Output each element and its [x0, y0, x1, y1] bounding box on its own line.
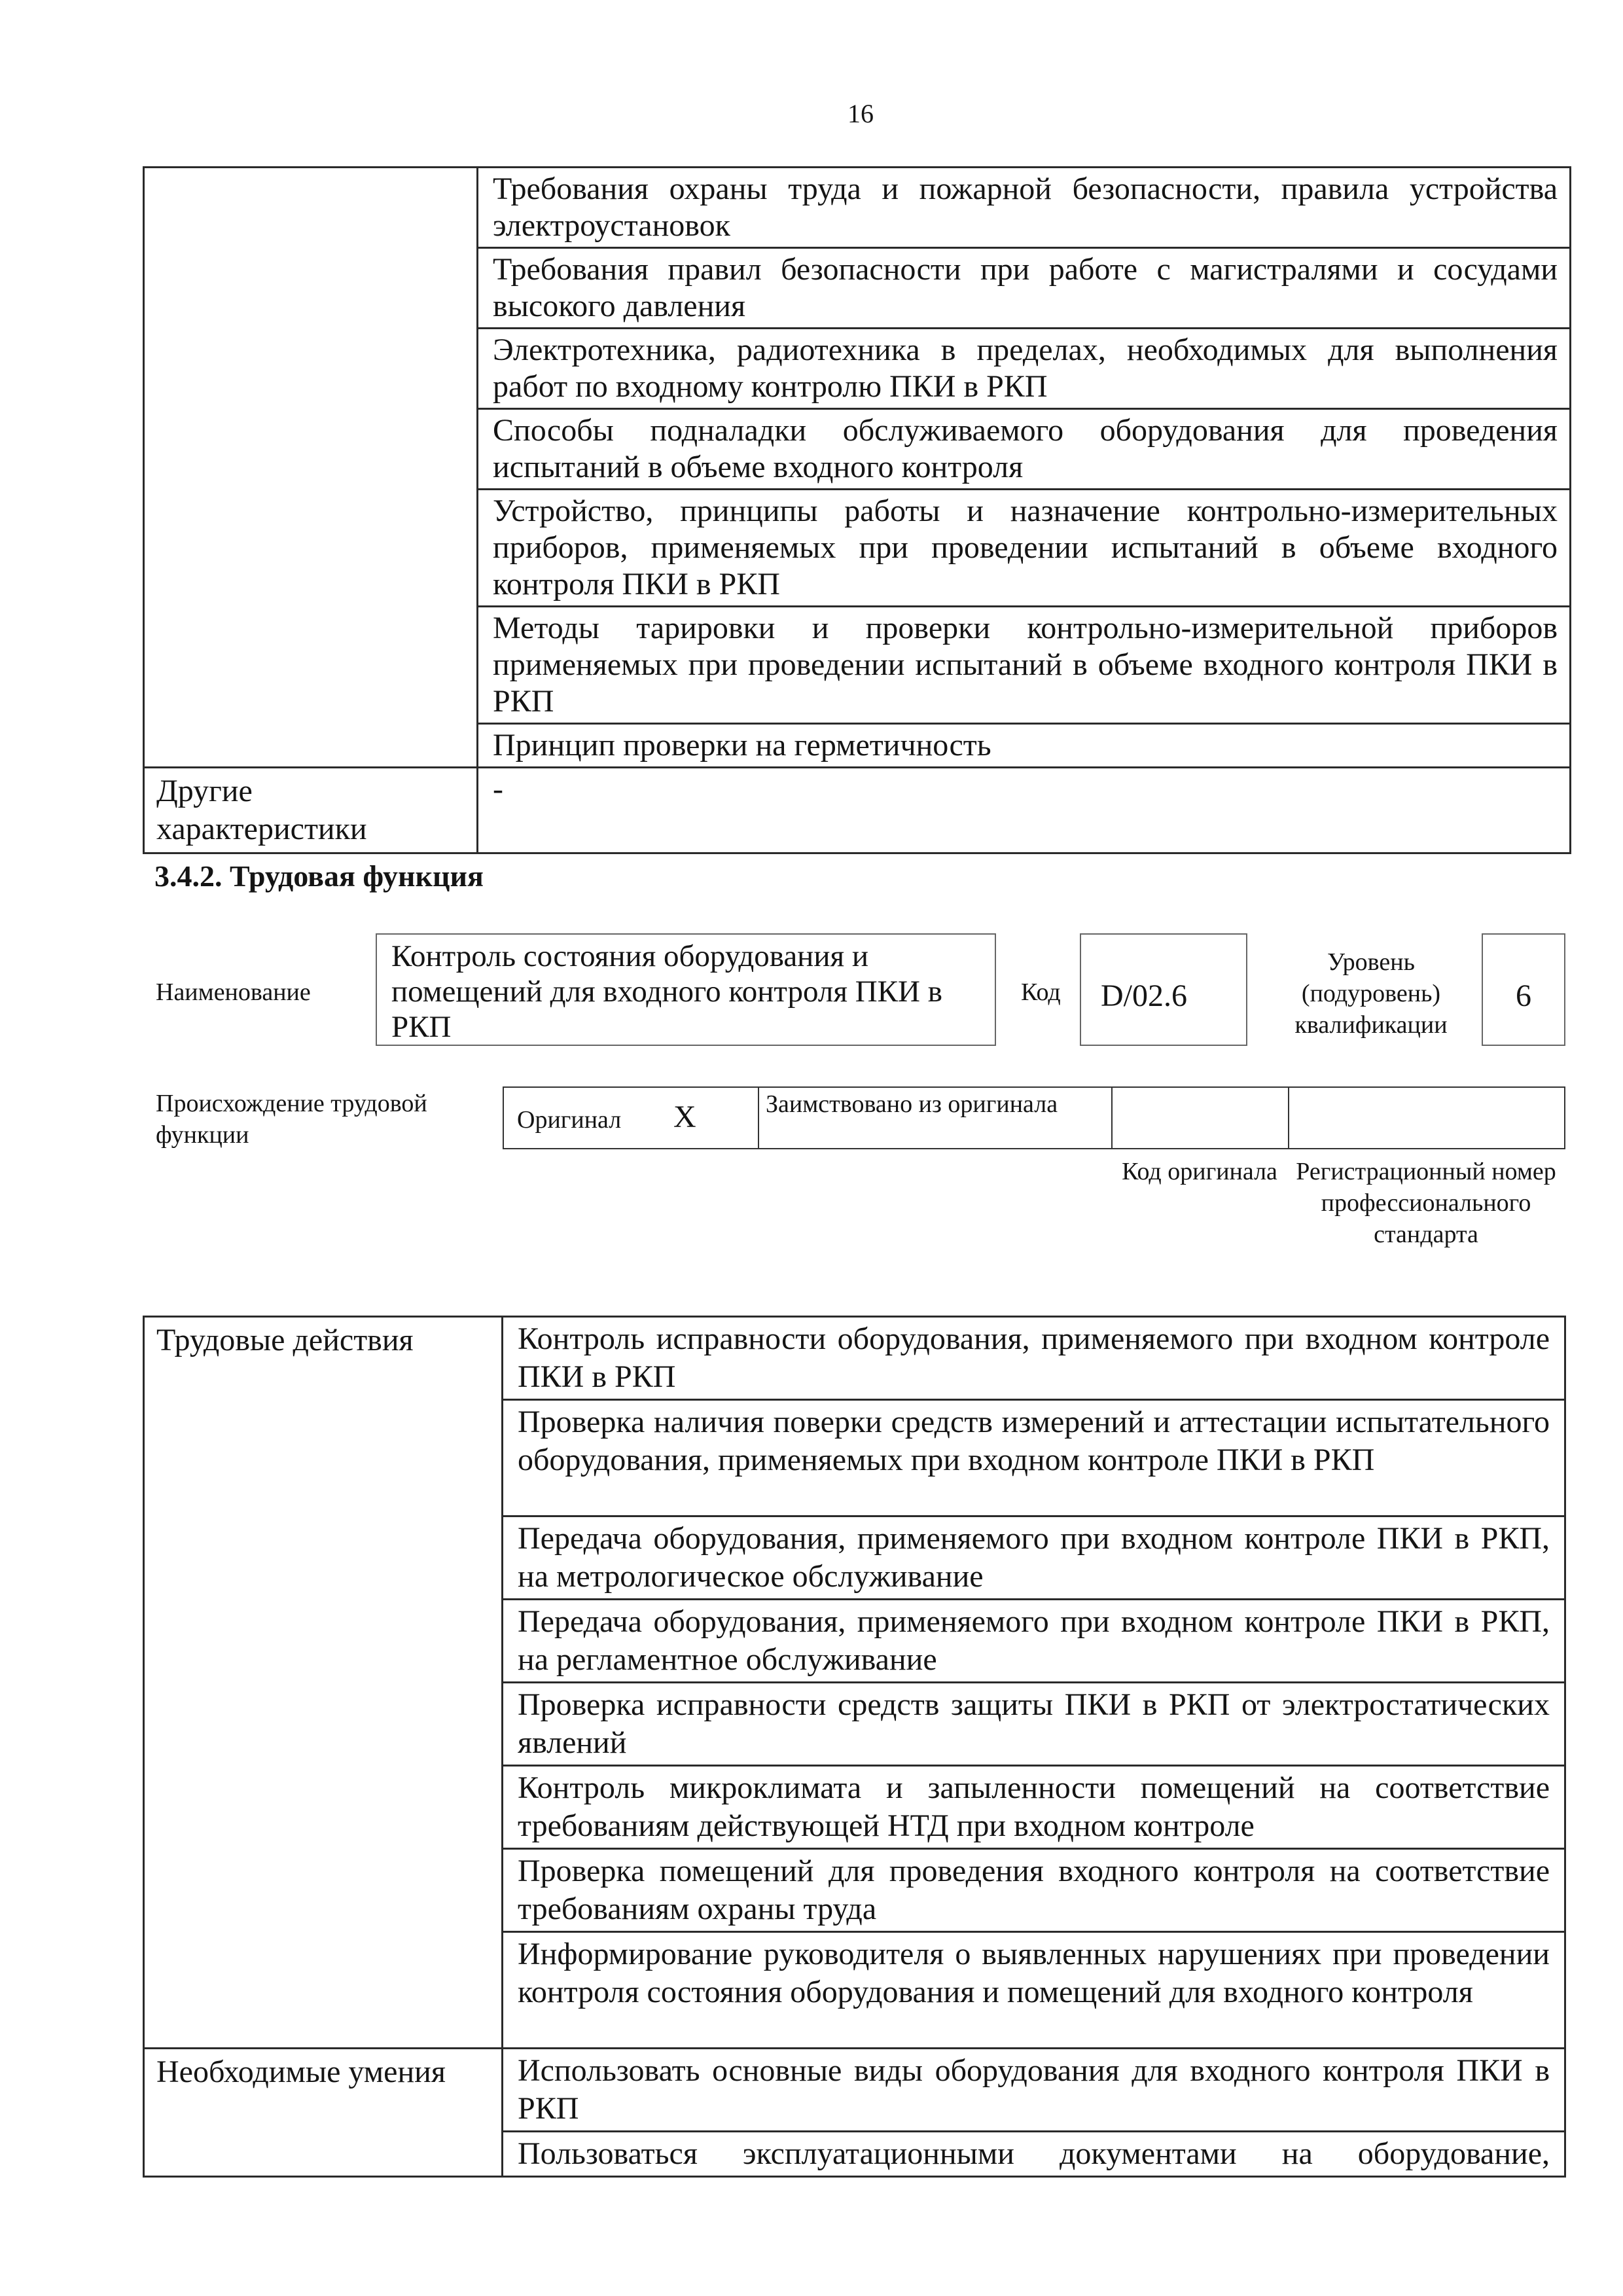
- action-item: Передача оборудования, применяемого при входном контроле ПКИ в РКП, на метрологическое обслуживание: [503, 1516, 1565, 1600]
- knowledge-item: Методы тарировки и проверки контрольно-измерительной приборов применяемых при проведении испытаний в объеме входного контроля ПКИ в РКП: [478, 607, 1571, 724]
- skill-item: Пользоваться эксплуатационными документами на оборудование,: [503, 2132, 1565, 2177]
- reg-number-cell: [1289, 1087, 1565, 1149]
- action-item: Проверка помещений для проведения входного контроля на соответствие требованиям охраны труда: [503, 1849, 1565, 1932]
- action-item: Передача оборудования, применяемого при входном контроле ПКИ в РКП, на регламентное обслуживание: [503, 1600, 1565, 1683]
- knowledge-item: Электротехника, радиотехника в пределах, необходимых для выполнения работ по входному контролю ПКИ в РКП: [478, 329, 1571, 409]
- origin-table: [503, 1086, 1565, 1149]
- page-number: 16: [847, 99, 874, 128]
- section-heading: 3.4.2. Трудовая функция: [154, 859, 484, 893]
- skills-label: Необходимые умения: [144, 2049, 503, 2177]
- knowledge-item: Принцип проверки на герметичность: [478, 724, 1571, 768]
- original-mark: X: [673, 1087, 758, 1149]
- original-label: Оригинал: [503, 1087, 673, 1149]
- skill-item: Использовать основные виды оборудования для входного контроля ПКИ в РКП: [503, 2049, 1565, 2132]
- knowledge-item: Требования правил безопасности при работе с магистралями и сосудами высокого давления: [478, 248, 1571, 329]
- function-code-box: D/02.6: [1080, 933, 1247, 1046]
- knowledge-item: Способы подналадки обслуживаемого оборудования для проведения испытаний в объеме входного контроля: [478, 409, 1571, 490]
- action-item: Проверка исправности средств защиты ПКИ в РКП от электростатических явлений: [503, 1683, 1565, 1766]
- actions-label: Трудовые действия: [144, 1317, 503, 2049]
- level-label: Уровень (подуровень) квалификации: [1294, 948, 1448, 1039]
- code-original-cell: [1112, 1087, 1289, 1149]
- other-characteristics-value: -: [478, 768, 1571, 853]
- action-item: Информирование руководителя о выявленных нарушениях при проведении контроля состояния оборудования и помещений для входного контроля: [503, 1932, 1565, 2049]
- action-item: Контроль микроклимата и запыленности помещений на соответствие требованиям действующей НТД при входном контроле: [503, 1766, 1565, 1849]
- labor-actions-table: [143, 1316, 1566, 2178]
- level-value-box: 6: [1482, 933, 1565, 1046]
- action-item: Проверка наличия поверки средств измерений и аттестации испытательного оборудования, применяемых при входном контроле ПКИ в РКП: [503, 1400, 1565, 1516]
- knowledge-item: Требования охраны труда и пожарной безопасности, правила устройства электроустановок: [478, 168, 1571, 248]
- code-original-label: Код оригинала: [1122, 1158, 1277, 1185]
- function-name-box: Контроль состояния оборудования и помещений для входного контроля ПКИ в РКП: [376, 933, 996, 1046]
- code-label: Код: [1021, 978, 1061, 1006]
- borrowed-label: Заимствовано из оригинала: [758, 1087, 1112, 1149]
- knowledge-table: [143, 166, 1571, 854]
- knowledge-item: Устройство, принципы работы и назначение контрольно-измерительных приборов, применяемых при проведении испытаний в объеме входного контроля ПКИ в РКП: [478, 490, 1571, 607]
- knowledge-label-cell: [144, 168, 478, 768]
- origin-label: Происхождение трудовой функции: [156, 1090, 427, 1149]
- reg-number-label: Регистрационный номер профессионального стандарта: [1296, 1158, 1556, 1248]
- action-item: Контроль исправности оборудования, применяемого при входном контроле ПКИ в РКП: [503, 1317, 1565, 1400]
- other-characteristics-label: Другие характеристики: [144, 768, 478, 853]
- name-label: Наименование: [156, 978, 311, 1006]
